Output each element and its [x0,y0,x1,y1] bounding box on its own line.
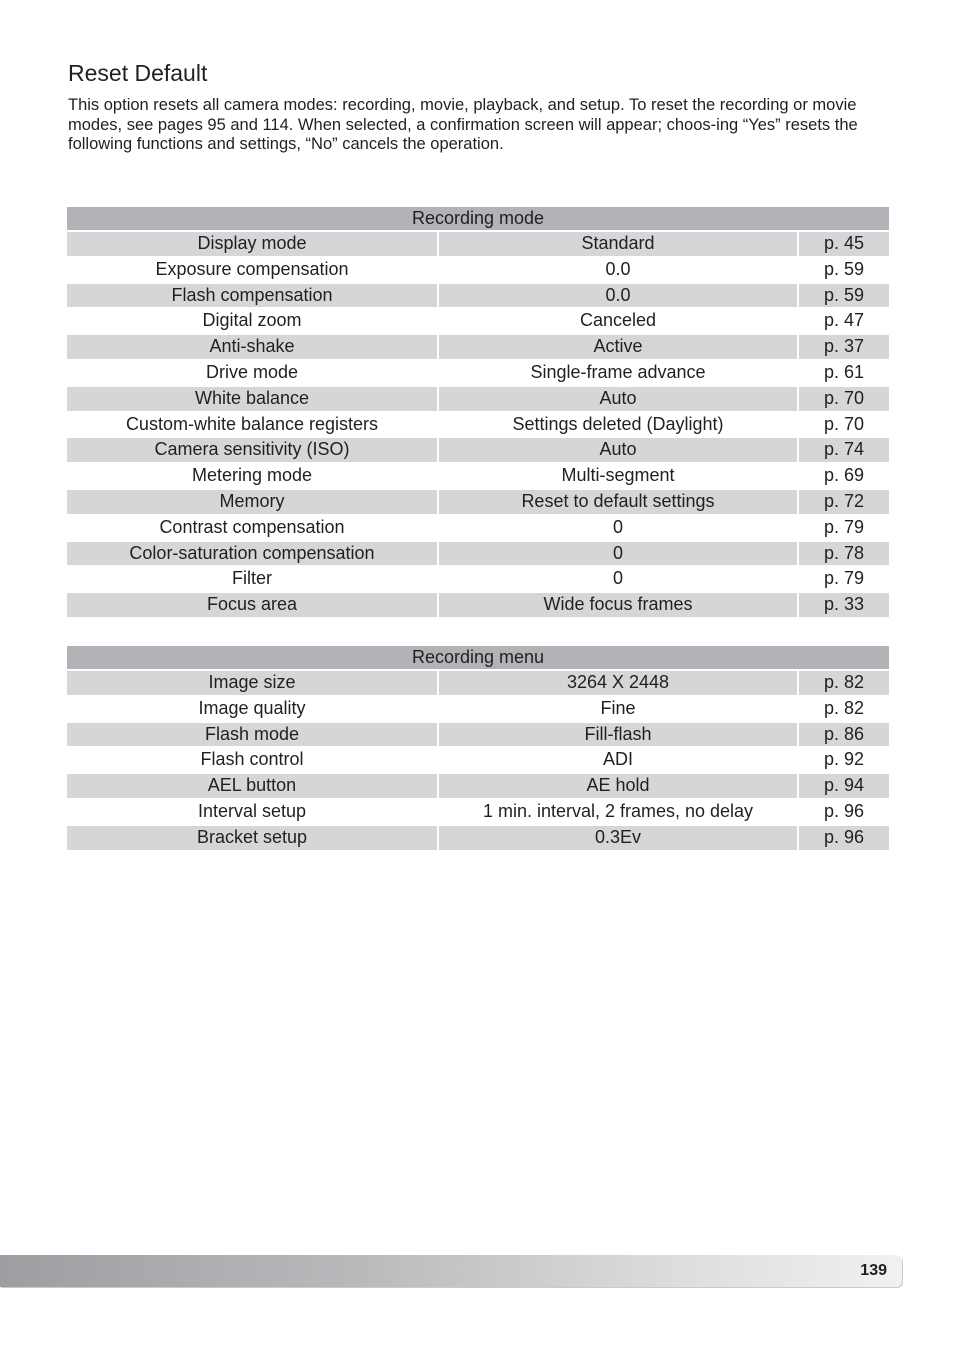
setting-cell: Display mode [67,232,437,256]
page-ref-cell: p. 61 [823,361,865,382]
value-cell: Auto [439,438,797,462]
table-row [67,309,889,333]
table-row [67,438,889,462]
page-ref-cell: p. 70 [823,413,865,434]
page-ref-cell: p. 86 [799,723,889,747]
table-row [67,490,889,514]
recording-mode-rows [67,232,889,617]
setting-cell: Interval setup [197,800,307,821]
page-ref-cell: p. 47 [823,310,865,331]
setting-cell: Image size [67,671,437,695]
table-row [67,774,889,798]
table-row [67,258,889,282]
recording-menu-table [67,646,889,852]
table-row [67,361,889,385]
setting-cell: Anti-shake [67,335,437,359]
setting-cell: Color-saturation compensation [67,542,437,566]
table-row [67,800,889,824]
page-ref-cell: p. 33 [799,593,889,617]
table-row [67,232,889,256]
setting-cell: Image quality [198,697,306,718]
value-cell: Auto [439,387,797,411]
setting-cell: White balance [67,387,437,411]
table-row [67,516,889,540]
table-row [67,671,889,695]
page-ref-cell: p. 59 [799,284,889,308]
value-cell: 3264 X 2448 [439,671,797,695]
page-ref-cell: p. 72 [799,490,889,514]
page-ref-cell: p. 45 [799,232,889,256]
page-ref-cell: p. 96 [823,800,865,821]
page-ref-cell: p. 69 [823,465,865,486]
recording-mode-table [67,207,889,619]
setting-cell: Metering mode [191,465,313,486]
value-cell: Multi-segment [561,465,675,486]
recording-menu-header: Recording menu [67,646,889,669]
table-row [67,464,889,488]
value-cell: ADI [602,749,633,770]
table-row [67,284,889,308]
page-ref-cell: p. 74 [799,438,889,462]
table-row [67,413,889,437]
footer-bar [0,1255,902,1287]
value-cell: Single-frame advance [530,361,706,382]
page-ref-cell: p. 70 [799,387,889,411]
setting-cell: Exposure compensation [155,258,349,279]
value-cell: Active [439,335,797,359]
setting-cell: Flash compensation [67,284,437,308]
table-row [67,697,889,721]
table-row [67,335,889,359]
page-ref-cell: p. 59 [823,258,865,279]
value-cell: Fill-flash [439,723,797,747]
page-title: Reset Default [68,60,208,86]
setting-cell: Flash mode [67,723,437,747]
table-row [67,593,889,617]
intro-paragraph: This option resets all camera modes: recording, movie, playback, and setup. To reset the recording or movie modes, see pages 95 and 114. When selected, a confirmation screen will appear; choos-ing “Yes” resets the following functions and settings, “No” cancels the operation. [68,96,858,153]
table-row [67,542,889,566]
value-cell: 1 min. interval, 2 frames, no delay [482,800,754,821]
value-cell: Wide focus frames [439,593,797,617]
page-number: 139 [860,1262,887,1279]
value-cell: Reset to default settings [439,490,797,514]
setting-cell: Digital zoom [202,310,302,331]
value-cell: AE hold [439,774,797,798]
table-row [67,748,889,772]
recording-mode-header: Recording mode [67,207,889,230]
page-ref-cell: p. 92 [823,749,865,770]
value-cell: 0.0 [439,284,797,308]
table-row [67,826,889,850]
value-cell: 0.3Ev [439,826,797,850]
value-cell: 0 [612,568,623,589]
setting-cell: Focus area [67,593,437,617]
table-row [67,723,889,747]
value-cell: Fine [600,697,636,718]
setting-cell: Camera sensitivity (ISO) [67,438,437,462]
page-ref-cell: p. 79 [823,568,865,589]
value-cell: 0.0 [605,258,631,279]
page-ref-cell: p. 82 [799,671,889,695]
setting-cell: Custom-white balance registers [125,413,379,434]
setting-cell: AEL button [67,774,437,798]
value-cell: Canceled [579,310,657,331]
setting-cell: Flash control [200,749,304,770]
page-ref-cell: p. 96 [799,826,889,850]
value-cell: Settings deleted (Daylight) [512,413,724,434]
recording-menu-rows [67,671,889,850]
page-ref-cell: p. 82 [823,697,865,718]
setting-cell: Memory [67,490,437,514]
setting-cell: Bracket setup [67,826,437,850]
table-row [67,567,889,591]
value-cell: Standard [439,232,797,256]
page-ref-cell: p. 78 [799,542,889,566]
value-cell: 0 [439,542,797,566]
setting-cell: Contrast compensation [159,516,345,537]
page-ref-cell: p. 79 [823,516,865,537]
table-row [67,387,889,411]
value-cell: 0 [612,516,623,537]
page-ref-cell: p. 37 [799,335,889,359]
setting-cell: Filter [232,568,272,589]
setting-cell: Drive mode [205,361,299,382]
page-ref-cell: p. 94 [799,774,889,798]
